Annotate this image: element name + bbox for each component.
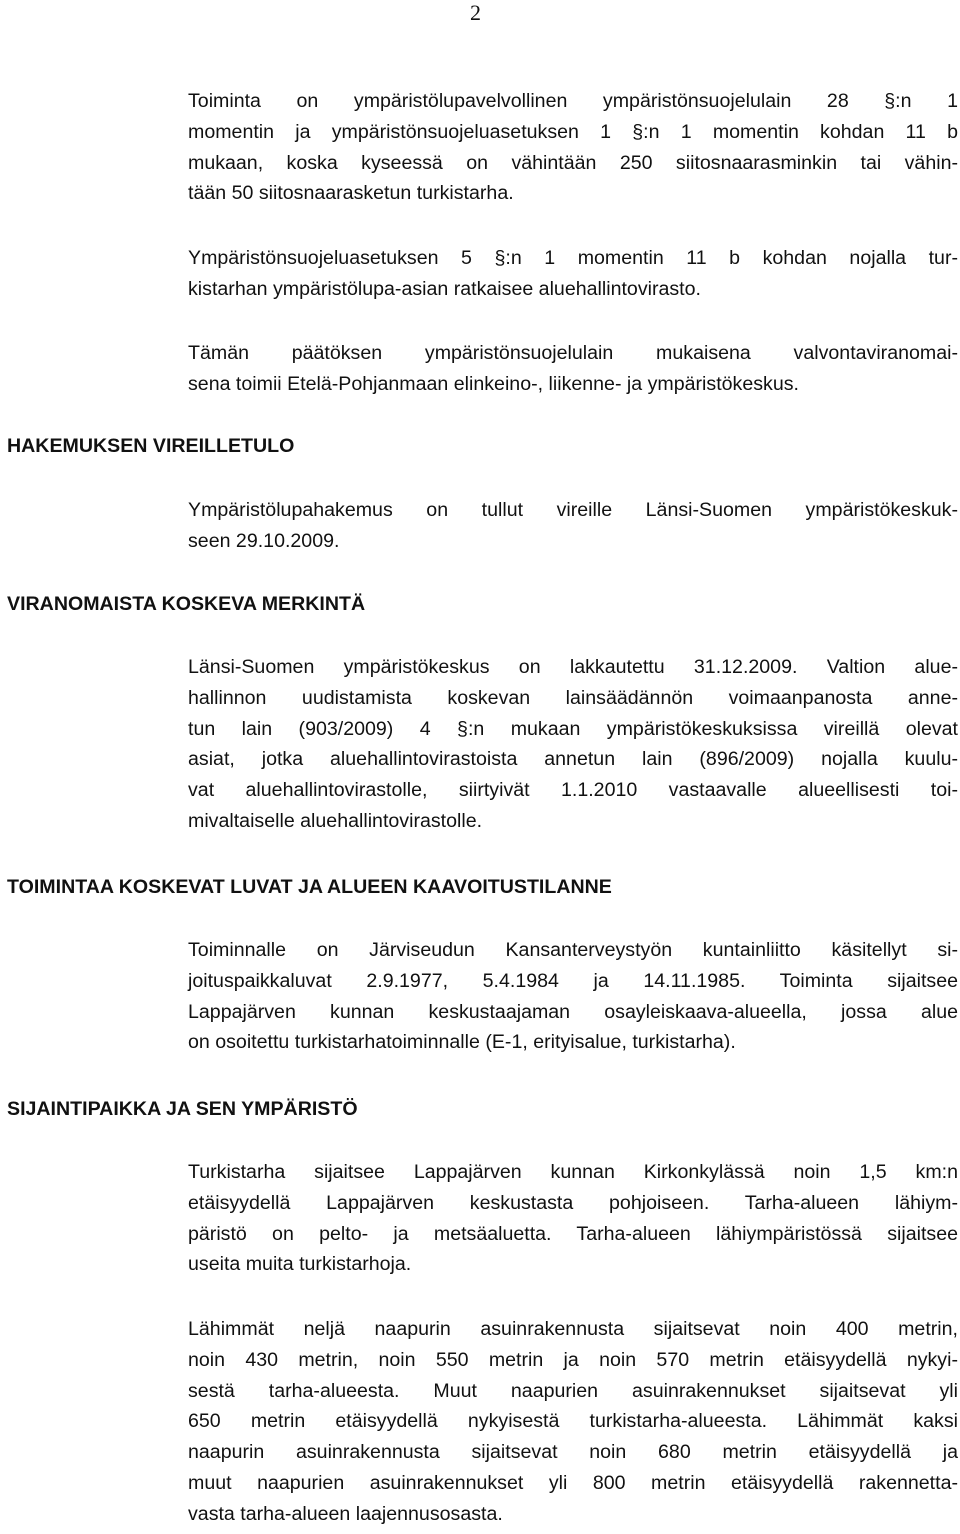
text-line: Lähimmät neljä naapurin asuinrakennusta sijaitsevat noin 400 metrin,	[188, 1318, 958, 1340]
text-line: Toiminnalle on Järviseudun Kansanterveystyön kuntainliitto käsitellyt si-	[188, 939, 958, 961]
text-line: seen 29.10.2009.	[188, 529, 340, 552]
text-line: sestä tarha-alueesta. Muut naapurien asuinrakennukset sijaitsevat yli	[188, 1379, 958, 1402]
text-line: Lappajärven kunnan keskustaajaman osayleiskaava-alueella, jossa alue	[188, 1000, 958, 1023]
text-line: etäisyydellä Lappajärven keskustasta pohjoiseen. Tarha-alueen lähiym-	[188, 1191, 958, 1214]
text-line: Turkistarha sijaitsee Lappajärven kunnan Kirkonkylässä noin 1,5 km:n	[188, 1161, 958, 1183]
text-line: joituspaikkaluvat 2.9.1977, 5.4.1984 ja 14.11.1985. Toiminta sijaitsee	[188, 969, 958, 992]
text-line: vat aluehallintovirastolle, siirtyivät 1.1.2010 vastaavalle alueellisesti toi-	[188, 779, 958, 802]
paragraph-permit-obligation	[188, 86, 958, 209]
text-line: Länsi-Suomen ympäristökeskus on lakkautettu 31.12.2009. Valtion alue-	[188, 656, 958, 678]
text-line: tun lain (903/2009) 4 §:n mukaan ympäristökeskuksissa vireillä olevat	[188, 717, 958, 740]
page-number: 2	[470, 0, 481, 25]
section-heading-application-pending: HAKEMUKSEN VIREILLETULO	[7, 435, 295, 457]
text-line: muut naapurien asuinrakennukset yli 800 metrin etäisyydellä rakennetta-	[188, 1471, 958, 1494]
text-line: momentin ja ympäristönsuojeluasetuksen 1 §:n 1 momentin kohdan 11 b	[188, 120, 958, 143]
paragraph-decision-authority	[188, 243, 958, 305]
text-line: Tämän päätöksen ympäristönsuojelulain mukaisena valvontaviranomai-	[188, 342, 958, 364]
paragraph-application-filed	[188, 495, 958, 557]
text-line: useita muita turkistarhoja.	[188, 1253, 412, 1276]
section-heading-location: SIJAINTIPAIKKA JA SEN YMPÄRISTÖ	[7, 1098, 358, 1120]
text-line: naapurin asuinrakennusta sijaitsevat noin 680 metrin etäisyydellä ja	[188, 1441, 958, 1464]
paragraph-zoning	[188, 935, 958, 1058]
text-line: Ympäristönsuojeluasetuksen 5 §:n 1 momentin 11 b kohdan nojalla tur-	[188, 247, 958, 269]
paragraph-supervisory-authority	[188, 338, 958, 400]
text-line: päristö on pelto- ja metsäaluetta. Tarha-alueen lähiympäristössä sijaitsee	[188, 1222, 958, 1245]
paragraph-neighbours	[188, 1314, 958, 1530]
text-line: vasta tarha-alueen laajennusosasta.	[188, 1502, 503, 1525]
text-line: asiat, jotka aluehallintovirastoista annetun lain (896/2009) nojalla kuulu-	[188, 748, 958, 771]
text-line: noin 430 metrin, noin 550 metrin ja noin 570 metrin etäisyydellä nykyi-	[188, 1348, 958, 1371]
paragraph-authority-transfer	[188, 652, 958, 837]
text-line: hallinnon uudistamista koskevan lainsäädännön voimaanpanosta anne-	[188, 686, 958, 709]
text-line: sena toimii Etelä-Pohjanmaan elinkeino-, liikenne- ja ympäristökeskus.	[188, 372, 799, 395]
section-heading-permits-zoning: TOIMINTAA KOSKEVAT LUVAT JA ALUEEN KAAVOITUSTILANNE	[7, 876, 612, 898]
text-line: mukaan, koska kyseessä on vähintään 250 siitosnaarasminkin tai vähin-	[188, 151, 958, 174]
text-line: mivaltaiselle aluehallintovirastolle.	[188, 809, 483, 832]
text-line: tään 50 siitosnaarasketun turkistarha.	[188, 182, 514, 205]
section-heading-authority-note: VIRANOMAISTA KOSKEVA MERKINTÄ	[7, 593, 366, 615]
text-line: Toiminta on ympäristölupavelvollinen ympäristönsuojelulain 28 §:n 1	[188, 90, 958, 112]
text-line: Ympäristölupahakemus on tullut vireille Länsi-Suomen ympäristökeskuk-	[188, 499, 958, 521]
text-line: on osoitettu turkistarhatoiminnalle (E-1, erityisalue, turkistarha).	[188, 1031, 736, 1054]
paragraph-location	[188, 1157, 958, 1280]
text-line: 650 metrin etäisyydellä nykyisestä turkistarha-alueesta. Lähimmät kaksi	[188, 1410, 958, 1433]
text-line: kistarhan ympäristölupa-asian ratkaisee aluehallintovirasto.	[188, 277, 701, 300]
